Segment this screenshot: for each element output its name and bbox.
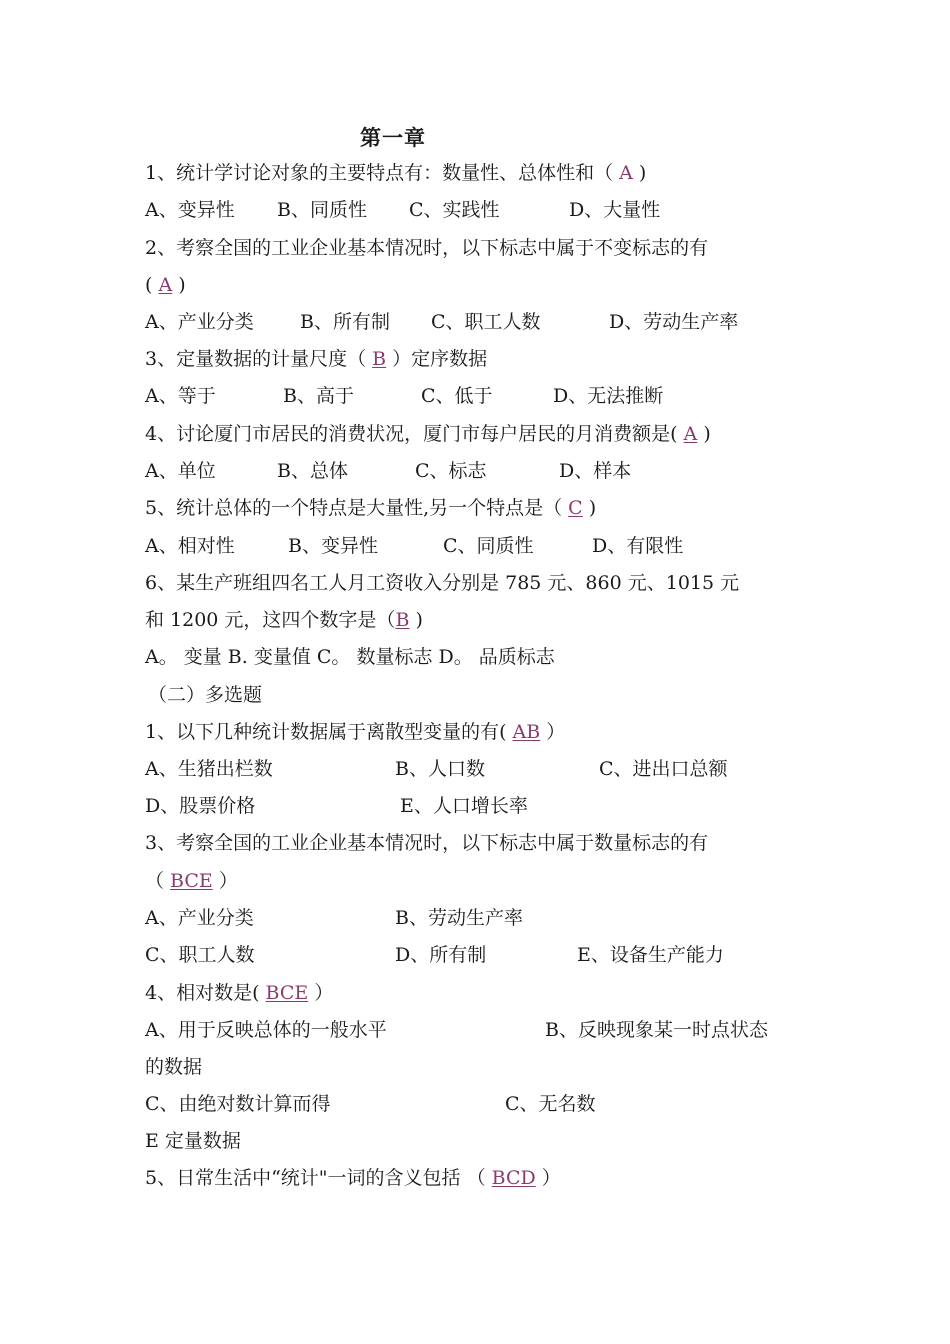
- answer: C: [568, 497, 583, 519]
- question-1: [145, 161, 646, 185]
- option-c: C、低于: [421, 385, 493, 407]
- answer: BCE: [265, 982, 309, 1004]
- question-end: ): [582, 497, 597, 519]
- option-a: A、单位: [145, 460, 216, 482]
- question-text: 3、考察全国的工业企业基本情况时，以下标志中属于数量标志的有: [145, 832, 709, 854]
- option-d: D、所有制: [395, 944, 487, 966]
- question-6-cont: [145, 608, 423, 632]
- question-2-answer-line: [145, 273, 186, 297]
- question-text: 5、日常生活中“统计"一词的含义包括 （: [145, 1167, 492, 1189]
- option-b: B、变异性: [288, 535, 378, 557]
- question-text: 5、统计总体的一个特点是大量性,另一个特点是（: [145, 497, 569, 519]
- answer: A: [683, 423, 698, 445]
- option-b: B、劳动生产率: [395, 907, 523, 929]
- option-c: C、职工人数: [431, 311, 541, 333]
- question-end: ）: [540, 721, 566, 743]
- option-c: C、实践性: [409, 199, 500, 221]
- option-c: C、同质性: [443, 535, 534, 557]
- answer: BCE: [170, 870, 213, 892]
- answer: A: [158, 274, 173, 296]
- question-end: ）: [535, 1167, 561, 1189]
- options-text: A。 变量 B. 变量值 C。 数量标志 D。 品质标志: [145, 646, 555, 668]
- answer: AB: [512, 721, 541, 743]
- multi-question-5: [145, 1166, 561, 1190]
- option-b: B、同质性: [277, 199, 367, 221]
- multi-options-4c: [145, 1129, 241, 1153]
- option-c: C、标志: [415, 460, 487, 482]
- question-end: ): [697, 423, 711, 445]
- question-4: [145, 422, 711, 446]
- option-a: A、生猪出栏数: [145, 758, 273, 780]
- question-end: ): [172, 274, 186, 296]
- question-text: 3、定量数据的计量尺度（: [145, 348, 373, 370]
- question-6: [145, 571, 739, 595]
- answer: B: [372, 348, 387, 370]
- answer: BCD: [491, 1167, 536, 1189]
- multi-options-4a-cont: [145, 1055, 202, 1079]
- option-b-cont: 的数据: [145, 1056, 203, 1078]
- option-b: B、所有制: [300, 311, 390, 333]
- answer: B: [395, 609, 410, 631]
- section-heading: （二）多选题: [148, 684, 263, 706]
- option-b: B、人口数: [395, 758, 485, 780]
- question-text: 1、统计学讨论对象的主要特点有：数量性、总体性和（: [145, 162, 620, 184]
- option-d: D、无法推断: [553, 385, 664, 407]
- option-e: E、人口增长率: [400, 795, 528, 817]
- option-a: A、等于: [145, 385, 216, 407]
- option-b: B、总体: [277, 460, 348, 482]
- answer: A: [619, 162, 633, 184]
- question-end: ): [632, 162, 647, 184]
- chapter-title: 第一章: [360, 125, 426, 150]
- question-end: ）: [212, 870, 238, 892]
- option-a: A、用于反映总体的一般水平: [145, 1019, 387, 1041]
- option-d: D、股票价格: [145, 795, 256, 817]
- option-a: A、相对性: [145, 535, 235, 557]
- question-text: 4、讨论厦门市居民的消费状况，厦门市每户居民的月消费额是(: [145, 423, 684, 445]
- option-a: A、变异性: [145, 199, 235, 221]
- option-c: C、由绝对数计算而得: [145, 1093, 331, 1115]
- question-text: 和 1200 元，这四个数字是（: [145, 609, 396, 631]
- multi-question-4: [145, 981, 333, 1005]
- question-3: [145, 347, 487, 371]
- question-end: ）定序数据: [386, 348, 488, 370]
- question-2: [145, 236, 708, 260]
- question-end: ）: [308, 982, 334, 1004]
- option-b: B、反映现象某一时点状态: [545, 1019, 768, 1041]
- option-b: B、高于: [283, 385, 354, 407]
- multi-question-1: [145, 720, 565, 744]
- question-open: (: [145, 274, 159, 296]
- option-c: C、职工人数: [145, 944, 255, 966]
- option-c-2: C、无名数: [505, 1093, 596, 1115]
- multi-question-3-answer-line: [145, 869, 238, 893]
- question-end: ): [409, 609, 423, 631]
- option-e: E 定量数据: [145, 1130, 241, 1152]
- option-d: D、劳动生产率: [609, 311, 739, 333]
- question-text: 1、以下几种统计数据属于离散型变量的有(: [145, 721, 513, 743]
- option-d: D、样本: [559, 460, 632, 482]
- option-d: D、大量性: [569, 199, 661, 221]
- question-text: 6、某生产班组四名工人月工资收入分别是 785 元、860 元、1015 元: [145, 572, 740, 594]
- option-d: D、有限性: [592, 535, 684, 557]
- question-5: [145, 496, 596, 520]
- multi-question-3: [145, 831, 708, 855]
- option-c: C、进出口总额: [599, 758, 728, 780]
- option-a: A、产业分类: [145, 311, 254, 333]
- option-e: E、设备生产能力: [577, 944, 724, 966]
- question-text: 2、考察全国的工业企业基本情况时，以下标志中属于不变标志的有: [145, 237, 709, 259]
- question-text: 4、相对数是(: [145, 982, 266, 1004]
- options-6: [145, 645, 555, 669]
- question-open: （: [145, 870, 171, 892]
- option-a: A、产业分类: [145, 907, 254, 929]
